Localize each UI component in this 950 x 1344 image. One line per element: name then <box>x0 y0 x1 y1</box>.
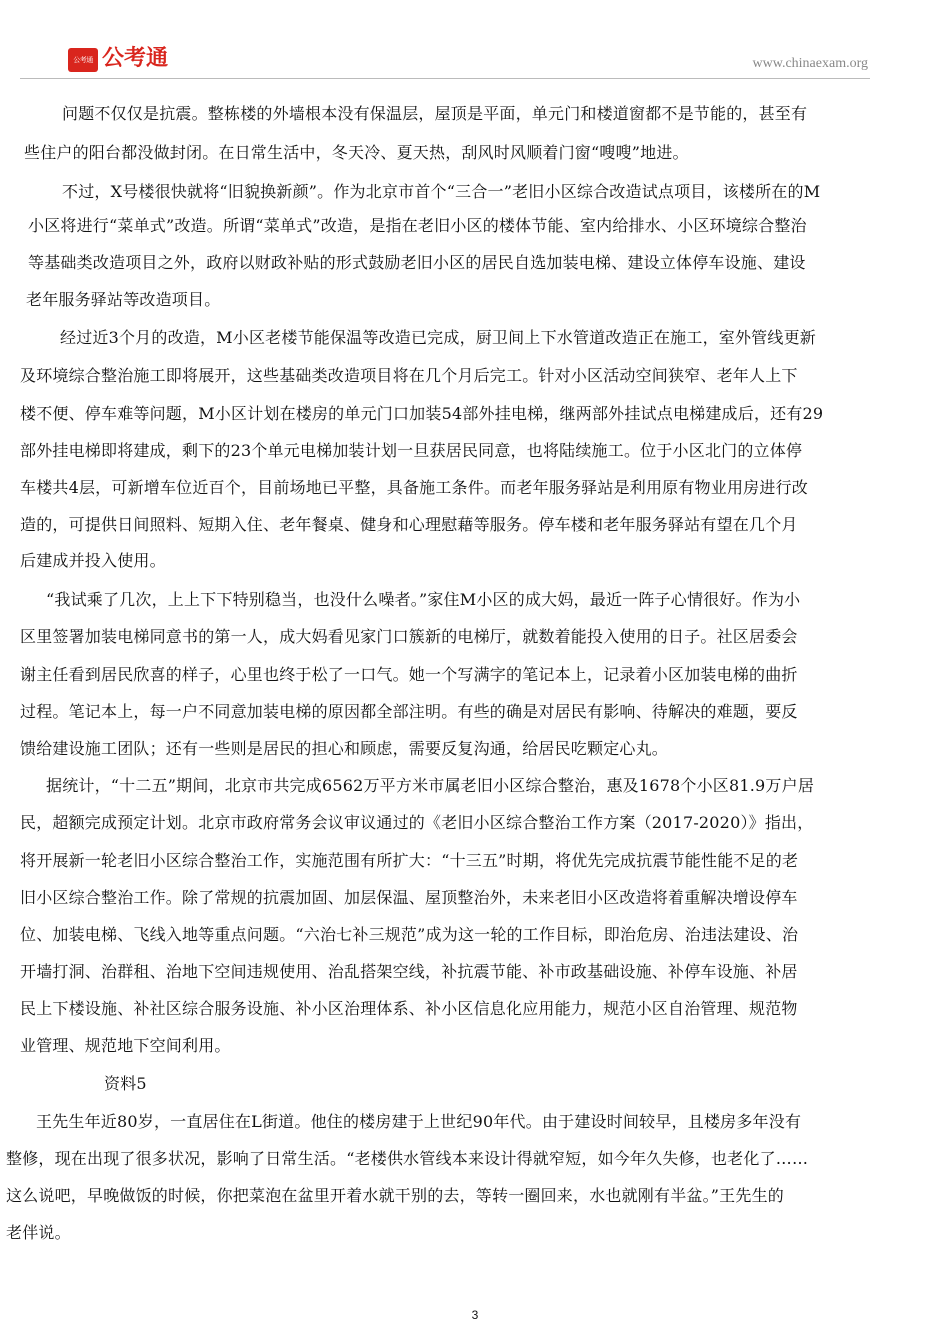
site-url[interactable]: www.chinaexam.org <box>752 56 868 71</box>
text-line: 这么说吧，早晚做饭的时候，你把菜泡在盆里开着水就干别的去，等转一圈回来，水也就刚有半盆。”王先生的 <box>6 1186 784 1205</box>
text-line: 造的，可提供日间照料、短期入住、老年餐桌、健身和心理慰藉等服务。停车楼和老年服务驿站有望在几个月 <box>20 515 798 534</box>
text-line: 民上下楼设施、补社区综合服务设施、补小区治理体系、补小区信息化应用能力，规范小区自治管理、规范物 <box>20 999 798 1018</box>
text-line: 小区将进行“菜单式”改造。所谓“菜单式”改造，是指在老旧小区的楼体节能、室内给排水、小区环境综合整治 <box>28 216 807 235</box>
text-line: 及环境综合整治施工即将展开，这些基础类改造项目将在几个月后完工。针对小区活动空间狭窄、老年人上下 <box>20 366 798 385</box>
text-line: 整修，现在出现了很多状况，影响了日常生活。“老楼供水管线本来设计得就窄短，如今年久失修，也老化了…… <box>6 1149 809 1168</box>
page-number: 3 <box>471 1308 479 1322</box>
text-line: 等基础类改造项目之外，政府以财政补贴的形式鼓励老旧小区的居民自选加装电梯、建设立体停车设施、建设 <box>28 253 806 272</box>
text-line: 位、加装电梯、飞线入地等重点问题。“六治七补三规范”成为这一轮的工作目标，即治危房、治违法建设、治 <box>20 925 799 944</box>
text-line: “我试乘了几次，上上下下特别稳当，也没什么噪者。”家住M小区的成大妈，最近一阵子心情很好。作为小 <box>46 590 801 609</box>
section-heading: 资料5 <box>104 1074 147 1093</box>
text-line: 部外挂电梯即将建成，剩下的23个单元电梯加装计划一旦获居民同意，也将陆续施工。位于小区北门的立体停 <box>20 441 803 460</box>
text-line: 楼不便、停车难等问题，M小区计划在楼房的单元门口加装54部外挂电梯，继两部外挂试点电梯建成后，还有29 <box>20 404 824 423</box>
text-line: 将开展新一轮老旧小区综合整治工作，实施范围有所扩大：“十三五”时期，将优先完成抗震节能性能不足的老 <box>20 851 799 870</box>
text-line: 后建成并投入使用。 <box>20 551 166 570</box>
logo-text: 公考通 <box>102 46 169 71</box>
text-line: 旧小区综合整治工作。除了常规的抗震加固、加层保温、屋顶整治外，未来老旧小区改造将着重解决增设停车 <box>20 888 798 907</box>
text-line: 王先生年近80岁，一直居住在L街道。他住的楼房建于上世纪90年代。由于建设时间较早，且楼房多年没有 <box>36 1112 802 1131</box>
text-line: 些住户的阳台都没做封闭。在日常生活中，冬天冷、夏天热，刮风时风顺着门窗“嗖嗖”地进。 <box>24 143 689 162</box>
text-line: 不过，X号楼很快就将“旧貌换新颜”。作为北京市首个“三合一”老旧小区综合改造试点项目，该楼所在的M <box>62 182 821 201</box>
header-divider <box>20 78 870 79</box>
text-line: 区里签署加装电梯同意书的第一人，成大妈看见家门口簇新的电梯厅，就数着能投入使用的日子。社区居委会 <box>20 627 798 646</box>
page-header <box>68 42 868 78</box>
text-line: 馈给建设施工团队；还有一些则是居民的担心和顾虑，需要反复沟通，给居民吃颗定心丸。 <box>20 739 669 758</box>
text-line: 业管理、规范地下空间利用。 <box>20 1036 231 1055</box>
text-line: 过程。笔记本上，每一户不同意加装电梯的原因都全部注明。有些的确是对居民有影响、待解决的难题，要反 <box>20 702 798 721</box>
text-line: 老年服务驿站等改造项目。 <box>26 290 221 309</box>
text-line: 谢主任看到居民欣喜的样子，心里也终于松了一口气。她一个写满字的笔记本上，记录着小区加装电梯的曲折 <box>20 665 798 684</box>
text-line: 车楼共4层，可新增车位近百个，目前场地已平整，具备施工条件。而老年服务驿站是利用原有物业用房进行改 <box>20 478 808 497</box>
text-line: 老伴说。 <box>6 1223 71 1242</box>
text-line: 据统计，“十二五”期间，北京市共完成6562万平方米市属老旧小区综合整治，惠及1678个小区81.9万户居 <box>46 776 815 795</box>
text-line: 问题不仅仅是抗震。整栋楼的外墙根本没有保温层，屋顶是平面，单元门和楼道窗都不是节能的，甚至有 <box>62 104 808 123</box>
text-line: 经过近3个月的改造，M小区老楼节能保温等改造已完成，厨卫间上下水管道改造正在施工，室外管线更新 <box>60 328 816 347</box>
text-line: 开墙打洞、治群租、治地下空间违规使用、治乱搭架空线，补抗震节能、补市政基础设施、补停车设施、补居 <box>20 962 798 981</box>
text-line: 民，超额完成预定计划。北京市政府常务会议审议通过的《老旧小区综合整治工作方案（2017-2020）》指出， <box>20 813 814 832</box>
logo-badge: 公考通 <box>68 48 98 72</box>
